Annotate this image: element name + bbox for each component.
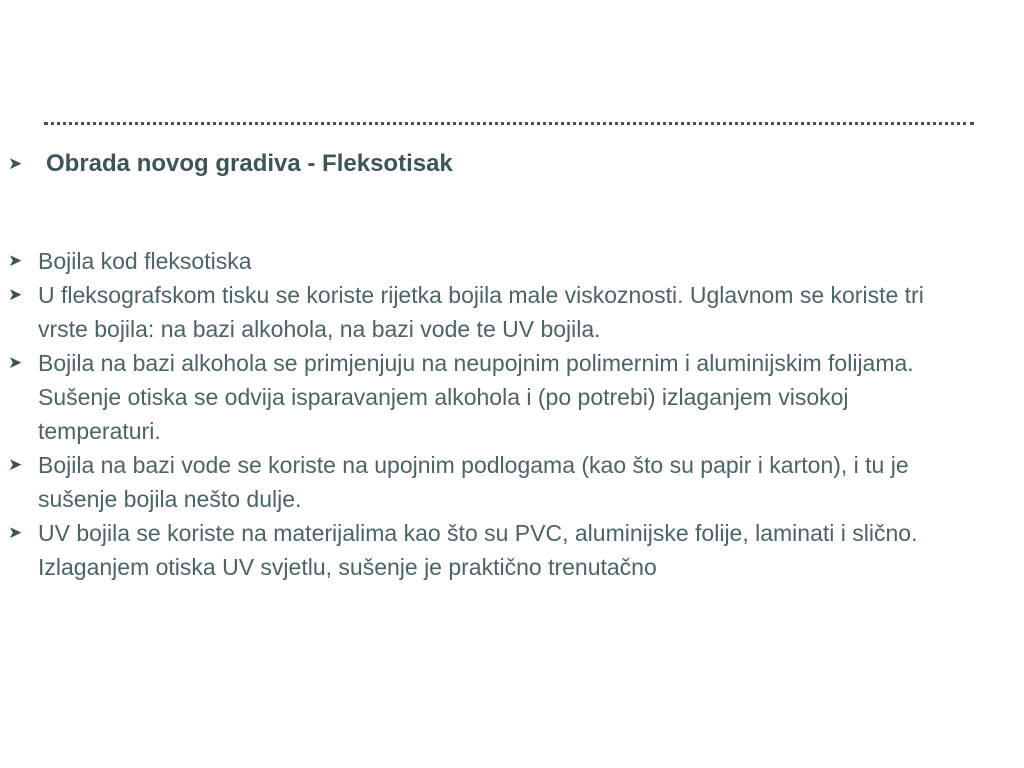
arrowhead-bullet-icon: ➤ [8,285,23,304]
bullet-text: Bojila na bazi alkohola se primjenjuju na neupojnim polimernim i aluminijskim folijama. Sušenje otiska se odvija isparavanjem alkohola i (po potrebi) izlaganjem visokoj temperaturi. [38,350,914,444]
bullet-item [8,244,968,278]
bullet-text: Bojila na bazi vode se koriste na upojnim podlogama (kao što su papir i karton), i tu je sušenje bojila nešto dulje. [38,452,909,512]
bullet-item [8,346,968,448]
arrowhead-bullet-icon: ➤ [8,523,23,542]
arrowhead-bullet-icon: ➤ [8,251,23,270]
bullet-item [8,278,968,346]
bullet-item [8,448,968,516]
slide-title: Obrada novog gradiva - Fleksotisak [46,150,453,177]
bullet-text: Bojila kod fleksotiska [38,248,252,274]
bullet-text: U fleksografskom tisku se koriste rijetka bojila male viskoznosti. Uglavnom se koriste tri vrste bojila: na bazi alkohola, na bazi vode te UV bojila. [38,282,924,342]
arrowhead-bullet-icon: ➤ [8,353,23,372]
slide-title-row [8,150,453,178]
arrowhead-bullet-icon: ➤ [8,455,23,474]
bullet-text: UV bojila se koriste na materijalima kao što su PVC, aluminijske folije, laminati i slično. Izlaganjem otiska UV svjetlu, sušenje je praktično trenutačno [38,520,918,580]
bullet-list [8,244,968,584]
arrowhead-bullet-icon: ➤ [8,154,23,173]
bullet-item [8,516,968,584]
dotted-divider [44,122,974,125]
